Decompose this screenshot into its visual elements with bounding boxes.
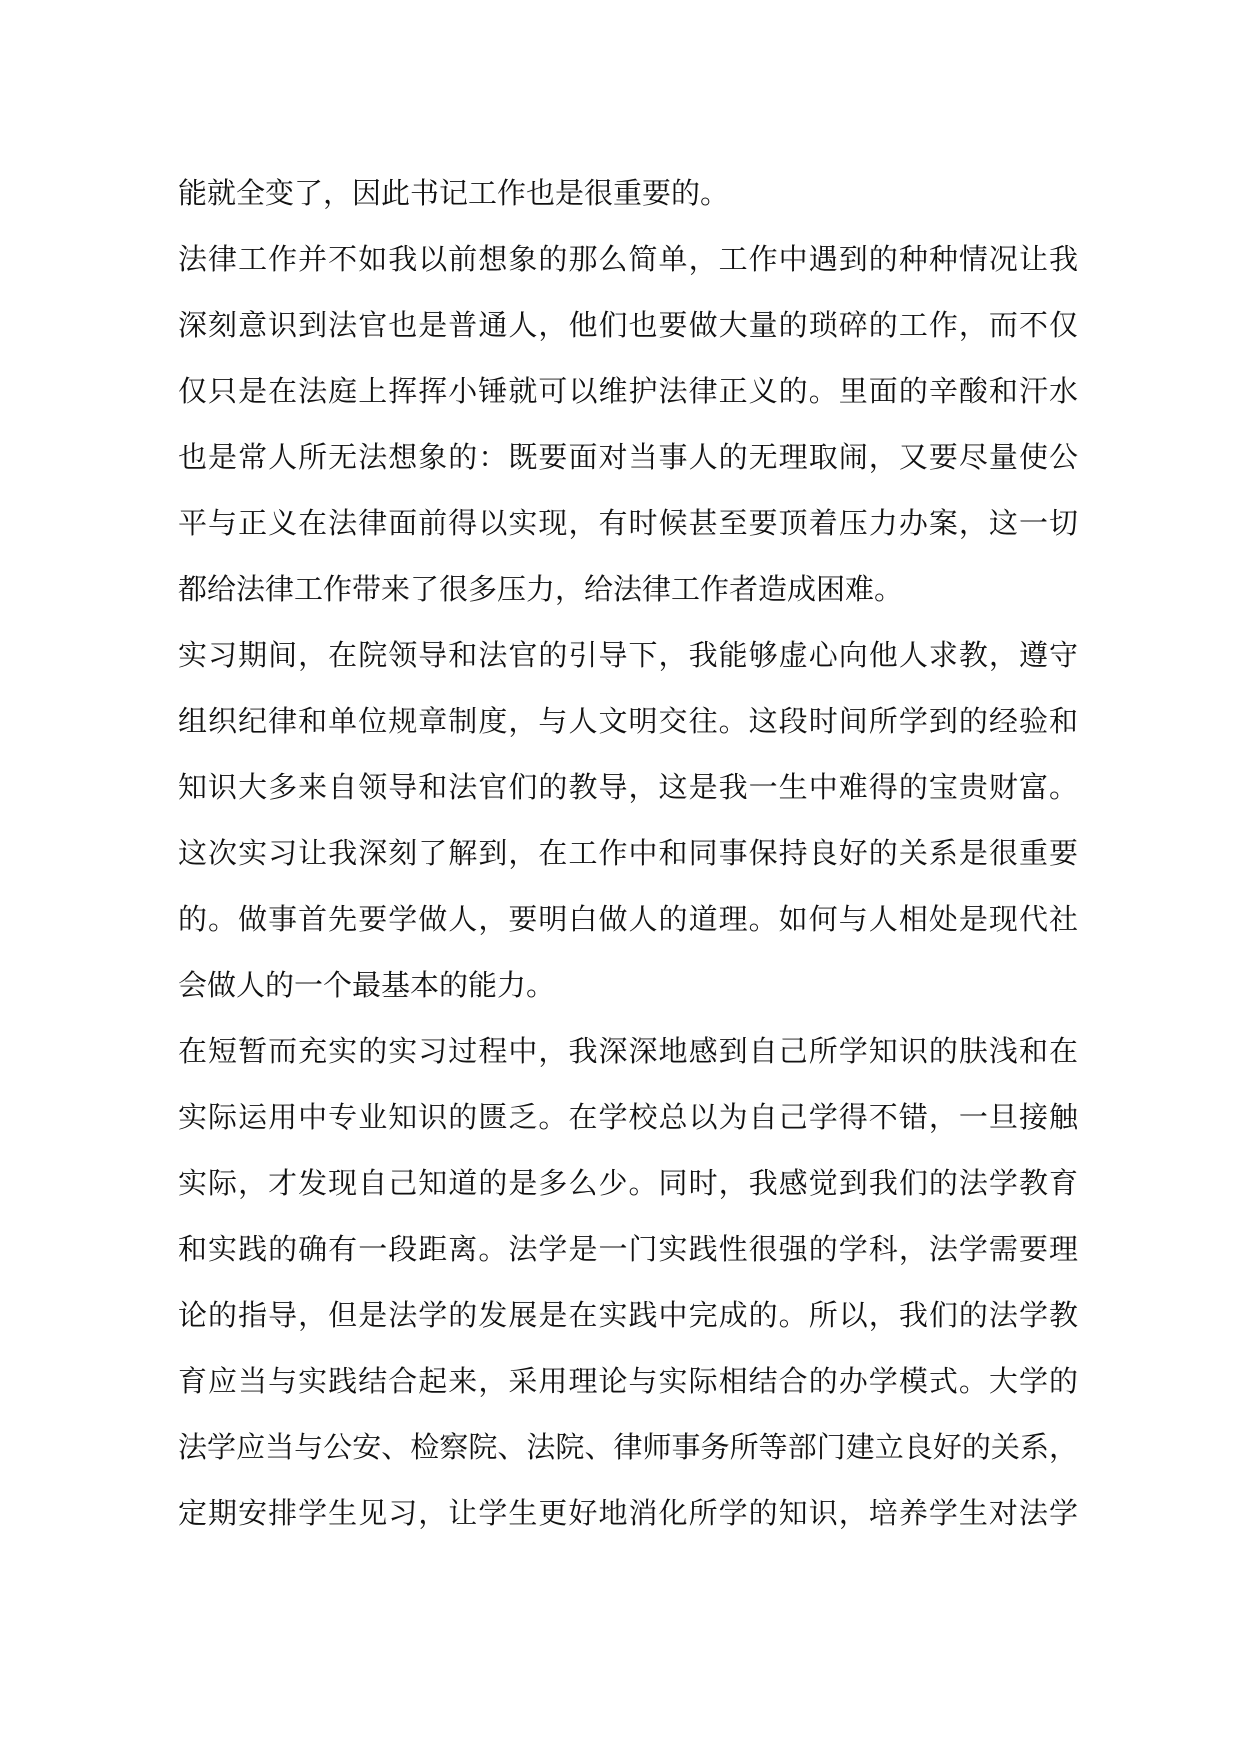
text-line: 平与正义在法律面前得以实现，有时候甚至要顶着压力办案，这一切 bbox=[178, 506, 1078, 540]
text-line: 能就全变了，因此书记工作也是很重要的。 bbox=[178, 176, 730, 210]
text-line: 定期安排学生见习，让学生更好地消化所学的知识，培养学生对法学 bbox=[178, 1496, 1078, 1530]
text-line: 知识大多来自领导和法官们的教导，这是我一生中难得的宝贵财富。 bbox=[178, 770, 1078, 804]
text-line: 会做人的一个最基本的能力。 bbox=[178, 968, 556, 1002]
text-line: 论的指导，但是法学的发展是在实践中完成的。所以，我们的法学教 bbox=[178, 1298, 1078, 1332]
text-line: 仅只是在法庭上挥挥小锤就可以维护法律正义的。里面的辛酸和汗水 bbox=[178, 374, 1078, 408]
text-line: 的。做事首先要学做人，要明白做人的道理。如何与人相处是现代社 bbox=[178, 902, 1078, 936]
text-line: 组织纪律和单位规章制度，与人文明交往。这段时间所学到的经验和 bbox=[178, 704, 1078, 738]
text-line: 实际，才发现自己知道的是多么少。同时，我感觉到我们的法学教育 bbox=[178, 1166, 1078, 1200]
text-line: 实习期间，在院领导和法官的引导下，我能够虚心向他人求教，遵守 bbox=[178, 638, 1078, 672]
body-text bbox=[178, 160, 1078, 1546]
text-line: 这次实习让我深刻了解到，在工作中和同事保持良好的关系是很重要 bbox=[178, 836, 1078, 870]
text-line: 深刻意识到法官也是普通人，他们也要做大量的琐碎的工作，而不仅 bbox=[178, 308, 1078, 342]
text-line: 实际运用中专业知识的匮乏。在学校总以为自己学得不错，一旦接触 bbox=[178, 1100, 1078, 1134]
text-line: 法律工作并不如我以前想象的那么简单，工作中遇到的种种情况让我 bbox=[178, 242, 1078, 276]
text-line: 也是常人所无法想象的：既要面对当事人的无理取闹，又要尽量使公 bbox=[178, 440, 1078, 474]
text-line: 育应当与实践结合起来，采用理论与实际相结合的办学模式。大学的 bbox=[178, 1364, 1078, 1398]
text-line: 和实践的确有一段距离。法学是一门实践性很强的学科，法学需要理 bbox=[178, 1232, 1078, 1266]
text-line: 在短暂而充实的实习过程中，我深深地感到自己所学知识的肤浅和在 bbox=[178, 1034, 1078, 1068]
text-line: 都给法律工作带来了很多压力，给法律工作者造成困难。 bbox=[178, 572, 904, 606]
text-line: 法学应当与公安、检察院、法院、律师事务所等部门建立良好的关系， bbox=[178, 1430, 1078, 1464]
